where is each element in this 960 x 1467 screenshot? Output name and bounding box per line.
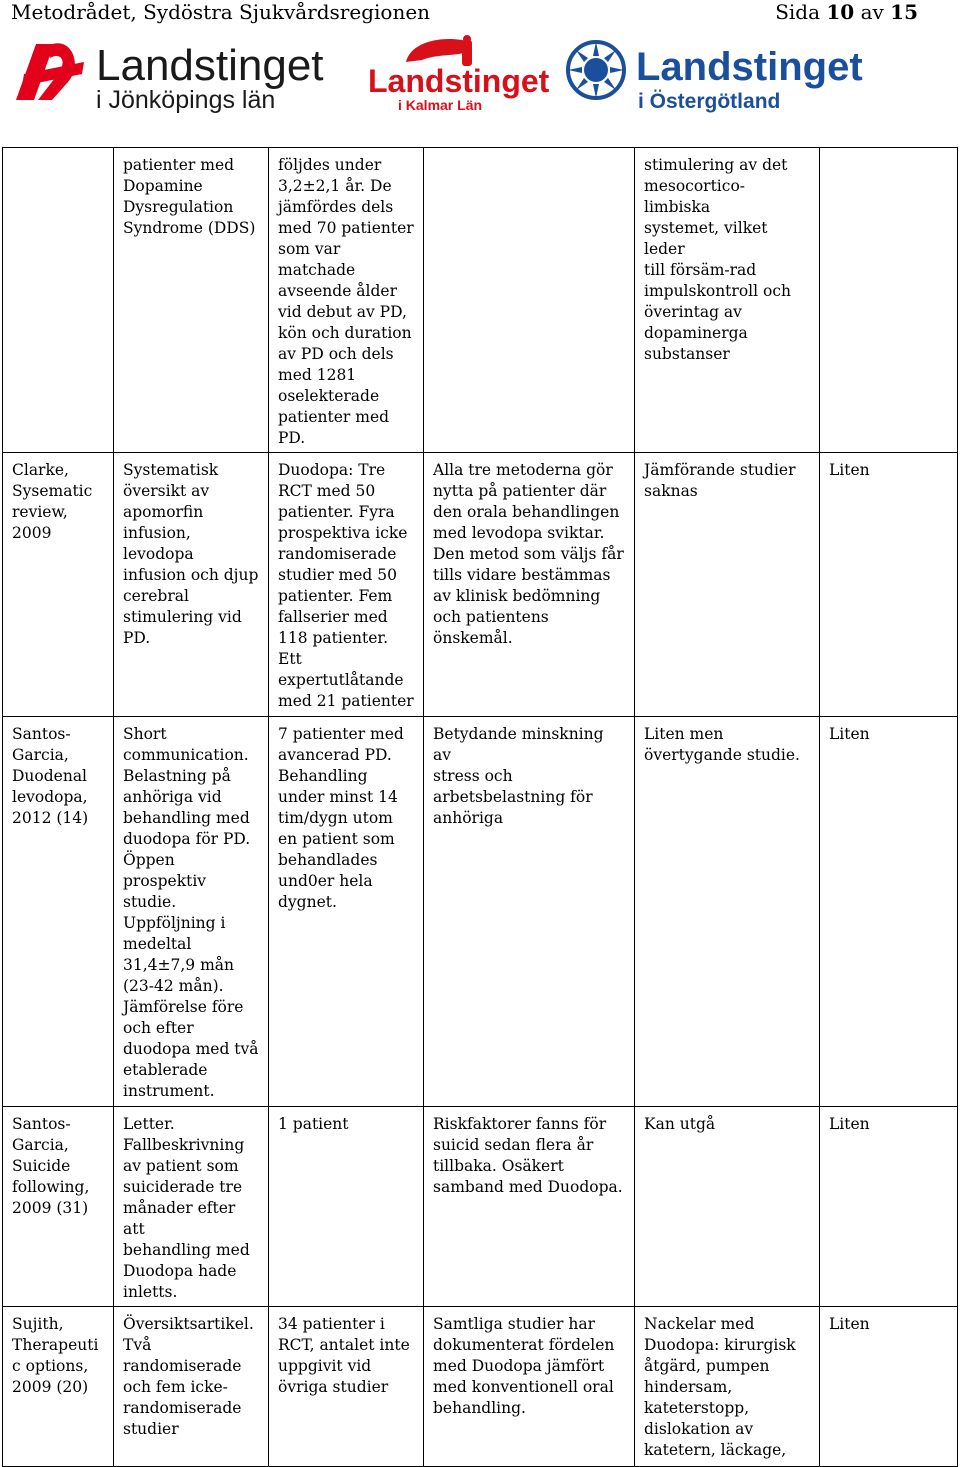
table-row bbox=[3, 1307, 958, 1467]
evidence-cell bbox=[820, 148, 958, 453]
design-cell: Short communication. Belastning på anhöriga vid behandling med duodopa för PD. Öppen prospektiv studie. Uppföljning i medeltal 31,4±7,9 mån (23-42 mån). Jämförelse före och efter duodopa med två etablerade instrument. bbox=[114, 717, 269, 1107]
evidence-cell: Liten bbox=[820, 717, 958, 1107]
design-cell: Översiktsartikel. Två randomiserade och fem icke- randomiserade studier bbox=[114, 1307, 269, 1467]
study-cell bbox=[3, 148, 114, 453]
comment-cell: Liten men övertygande studie. bbox=[635, 717, 820, 1107]
landstinget-kalmar-logo bbox=[366, 34, 550, 114]
result-cell: Alla tre metoderna gör nytta på patienter där den orala behandlingen med levodopa sviktar. Den metod som väljs får tills vidare bestämmas av klinisk bedömning och patientens önskemål. bbox=[424, 453, 635, 717]
jkpg-line2: i Jönköpings län bbox=[96, 86, 276, 114]
crown-icon bbox=[406, 35, 472, 66]
result-cell: Riskfaktorer fanns för suicid sedan flera år tillbaka. Osäkert samband med Duodopa. bbox=[424, 1107, 635, 1307]
population-cell: 7 patienter med avancerad PD. Behandling under minst 14 tim/dygn utom en patient som behandlades und0er hela dygnet. bbox=[269, 717, 424, 1107]
page-total: 15 bbox=[890, 0, 918, 24]
table-row bbox=[3, 453, 958, 717]
kalmar-line1: Landstinget bbox=[368, 63, 550, 99]
design-cell: patienter med Dopamine Dysregulation Syndrome (DDS) bbox=[114, 148, 269, 453]
evidence-cell: Liten bbox=[820, 1307, 958, 1467]
population-cell: Duodopa: Tre RCT med 50 patienter. Fyra prospektiva icke randomiserade studier med 50 patienter. Fem fallserier med 118 patienter. Ett expertutlåtande med 21 patienter bbox=[269, 453, 424, 717]
result-cell: Betydande minskning av stress och arbetsbelastning för anhöriga bbox=[424, 717, 635, 1107]
study-cell: Clarke, Sysematic review, 2009 bbox=[3, 453, 114, 717]
page-header bbox=[0, 0, 960, 24]
kalmar-line2: i Kalmar Län bbox=[398, 97, 483, 113]
table-row bbox=[3, 717, 958, 1107]
landstinget-jonkoping-logo bbox=[10, 34, 330, 114]
header-organization: Metodrådet, Sydöstra Sjukvårdsregionen bbox=[11, 0, 431, 24]
logo-bar bbox=[0, 30, 960, 120]
population-cell: 1 patient bbox=[269, 1107, 424, 1307]
design-cell: Systematisk översikt av apomorfin infusion, levodopa infusion och djup cerebral stimulering vid PD. bbox=[114, 453, 269, 717]
study-cell: Sujith, Therapeuti c options, 2009 (20) bbox=[3, 1307, 114, 1467]
page-prefix: Sida bbox=[775, 0, 827, 24]
page-counter bbox=[775, 0, 918, 24]
table-row bbox=[3, 148, 958, 453]
population-cell: följdes under 3,2±2,1 år. De jämfördes dels med 70 patienter som var matchade avseende ålder vid debut av PD, kön och duration av PD och dels med 1281 oselekterade patienter med PD. bbox=[269, 148, 424, 453]
page-number: 10 bbox=[826, 0, 855, 24]
comment-cell: Kan utgå bbox=[635, 1107, 820, 1307]
red-ribbon-icon bbox=[16, 43, 84, 100]
comment-cell: stimulering av det mesocortico-limbiska systemet, vilket leder till försäm-rad impulskontroll och överintag av dopaminerga substanser bbox=[635, 148, 820, 453]
evidence-table bbox=[2, 147, 958, 1467]
ostg-line1: Landstinget bbox=[636, 45, 863, 89]
population-cell: 34 patienter i RCT, antalet inte uppgivit vid övriga studier bbox=[269, 1307, 424, 1467]
page-mid: av bbox=[854, 0, 891, 24]
sunburst-icon bbox=[568, 42, 624, 98]
landstinget-ostergotland-logo bbox=[566, 34, 866, 114]
ostg-line2: i Östergötland bbox=[638, 90, 781, 113]
study-cell: Santos- Garcia, Duodenal levodopa, 2012 (14) bbox=[3, 717, 114, 1107]
comment-cell: Jämförande studier saknas bbox=[635, 453, 820, 717]
comment-cell: Nackelar med Duodopa: kirurgisk åtgärd, pumpen hindersam, kateterstopp, dislokation av katetern, läckage, bbox=[635, 1307, 820, 1467]
jkpg-line1: Landstinget bbox=[96, 41, 324, 90]
evidence-cell: Liten bbox=[820, 453, 958, 717]
evidence-cell: Liten bbox=[820, 1107, 958, 1307]
table-row bbox=[3, 1107, 958, 1307]
design-cell: Letter. Fallbeskrivning av patient som suiciderade tre månader efter att behandling med Duodopa hade inletts. bbox=[114, 1107, 269, 1307]
result-cell: Samtliga studier har dokumenterat fördelen med Duodopa jämfört med konventionell oral behandling. bbox=[424, 1307, 635, 1467]
study-cell: Santos- Garcia, Suicide following, 2009 (31) bbox=[3, 1107, 114, 1307]
result-cell bbox=[424, 148, 635, 453]
